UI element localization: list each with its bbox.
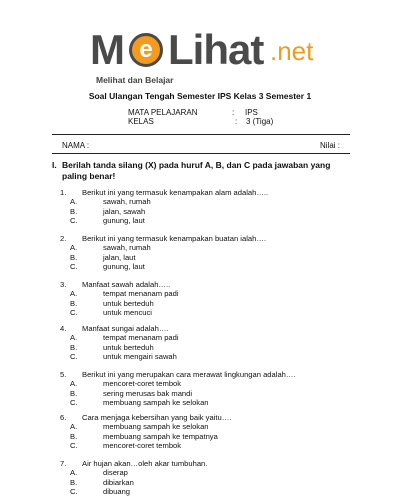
- answer-option: [0, 468, 400, 477]
- answer-option: [0, 379, 400, 388]
- option-letter: C.: [70, 308, 78, 318]
- option-letter: A.: [70, 197, 78, 207]
- class-value: 3 (Tiga): [246, 117, 274, 126]
- question-text: Berikut ini yang termasuk kenampakan alam adalah…..: [82, 188, 269, 197]
- answer-option: [0, 478, 400, 487]
- subject-label: MATA PELAJARAN: [128, 108, 198, 117]
- answer-option: [0, 441, 400, 450]
- answer-option: [0, 262, 400, 271]
- name-score-row: [62, 141, 340, 150]
- answer-option: [0, 299, 400, 308]
- option-text: untuk mengairi sawah: [103, 352, 177, 362]
- logo-e-circle: e: [129, 33, 163, 67]
- option-text: dibuang: [103, 487, 131, 497]
- option-letter: B.: [70, 206, 78, 216]
- option-text: untuk berteduh: [103, 298, 154, 308]
- option-letter: A.: [70, 379, 78, 389]
- answer-option: [0, 308, 400, 317]
- option-text: jalan, laut: [103, 252, 136, 262]
- logo-tagline: Melihat dan Belajar: [96, 75, 174, 85]
- class-label: KELAS: [128, 117, 154, 126]
- answer-option: [0, 422, 400, 431]
- option-text: mencoret-coret tembok: [103, 441, 182, 451]
- question-text: Cara menjaga kebersihan yang baik yaitu….: [82, 413, 232, 422]
- question-number: 2.: [60, 234, 67, 243]
- answer-option: [0, 243, 400, 252]
- option-letter: B.: [70, 252, 78, 262]
- question-text: Manfaat sawah adalah…..: [82, 280, 171, 289]
- melihat-logo: [90, 26, 320, 74]
- option-letter: B.: [70, 431, 78, 441]
- option-text: untuk berteduh: [103, 342, 154, 352]
- score-label: Nilai :: [319, 141, 340, 150]
- question-text: Manfaat sungai adalah….: [82, 324, 169, 333]
- question-number: 5.: [60, 370, 67, 379]
- answer-option: [0, 389, 400, 398]
- option-text: tempat menanam padi: [103, 333, 179, 343]
- instruction-text-line1: Berilah tanda silang (X) pada huruf A, B, dan C pada jawaban yang: [62, 160, 331, 170]
- option-text: sawah, rumah: [103, 197, 151, 207]
- answer-option: [0, 352, 400, 361]
- option-text: diserap: [103, 468, 128, 478]
- answer-option: [0, 253, 400, 262]
- option-text: membuang sampah ke tempatnya: [103, 431, 218, 441]
- logo-m-text: M: [90, 26, 124, 73]
- answer-option: [0, 432, 400, 441]
- exam-title: Soal Ulangan Tengah Semester IPS Kelas 3 Semester 1: [88, 91, 312, 101]
- answer-option: [0, 197, 400, 206]
- subject-value: IPS: [245, 108, 258, 117]
- option-text: mencoret-coret tembok: [103, 379, 182, 389]
- logo-net-text: .net: [270, 36, 314, 66]
- answer-option: [0, 207, 400, 216]
- option-letter: C.: [70, 398, 78, 408]
- option-letter: A.: [70, 289, 78, 299]
- instruction-number: I.: [52, 160, 57, 170]
- question-number: 3.: [60, 280, 67, 289]
- question-number: 7.: [60, 459, 67, 468]
- option-letter: C.: [70, 487, 78, 497]
- answer-option: [0, 333, 400, 342]
- option-letter: C.: [70, 216, 78, 226]
- option-letter: B.: [70, 477, 78, 487]
- option-letter: B.: [70, 388, 78, 398]
- logo-lihat-text: Lihat: [168, 26, 264, 73]
- top-divider: [52, 134, 350, 135]
- option-letter: B.: [70, 298, 78, 308]
- option-letter: C.: [70, 262, 78, 272]
- bottom-divider: [52, 153, 350, 154]
- option-text: sawah, rumah: [103, 243, 151, 253]
- subject-colon: :: [232, 108, 235, 117]
- option-letter: C.: [70, 441, 78, 451]
- class-colon: :: [235, 117, 238, 126]
- option-letter: C.: [70, 352, 78, 362]
- question-text: Berikut ini yang merupakan cara merawat lingkungan adalah….: [82, 370, 296, 379]
- name-label: NAMA :: [62, 141, 90, 150]
- question-number: 1.: [60, 188, 67, 197]
- question-number: 6.: [60, 413, 67, 422]
- option-text: dibiarkan: [103, 477, 134, 487]
- option-text: gunung, laut: [103, 216, 145, 226]
- option-text: tempat menanam padi: [103, 289, 179, 299]
- answer-option: [0, 487, 400, 496]
- question-number: 4.: [60, 324, 67, 333]
- option-letter: A.: [70, 333, 78, 343]
- option-text: untuk mencuci: [103, 308, 152, 318]
- option-text: membuang sampah ke selokan: [103, 422, 209, 432]
- question-text: Berikut ini yang termasuk kenampakan buatan ialah….: [82, 234, 267, 243]
- option-letter: A.: [70, 422, 78, 432]
- instruction-text-line2: paling benar!: [62, 171, 116, 181]
- option-text: sering merusas bak mandi: [103, 388, 193, 398]
- answer-option: [0, 398, 400, 407]
- answer-option: [0, 343, 400, 352]
- option-letter: B.: [70, 342, 78, 352]
- answer-option: [0, 289, 400, 298]
- question-text: Air hujan akan…oleh akar tumbuhan.: [82, 459, 208, 468]
- option-text: gunung, laut: [103, 262, 145, 272]
- option-text: jalan, sawah: [103, 206, 146, 216]
- answer-option: [0, 216, 400, 225]
- option-letter: A.: [70, 468, 78, 478]
- option-letter: A.: [70, 243, 78, 253]
- option-text: membuang sampah ke selokan: [103, 398, 209, 408]
